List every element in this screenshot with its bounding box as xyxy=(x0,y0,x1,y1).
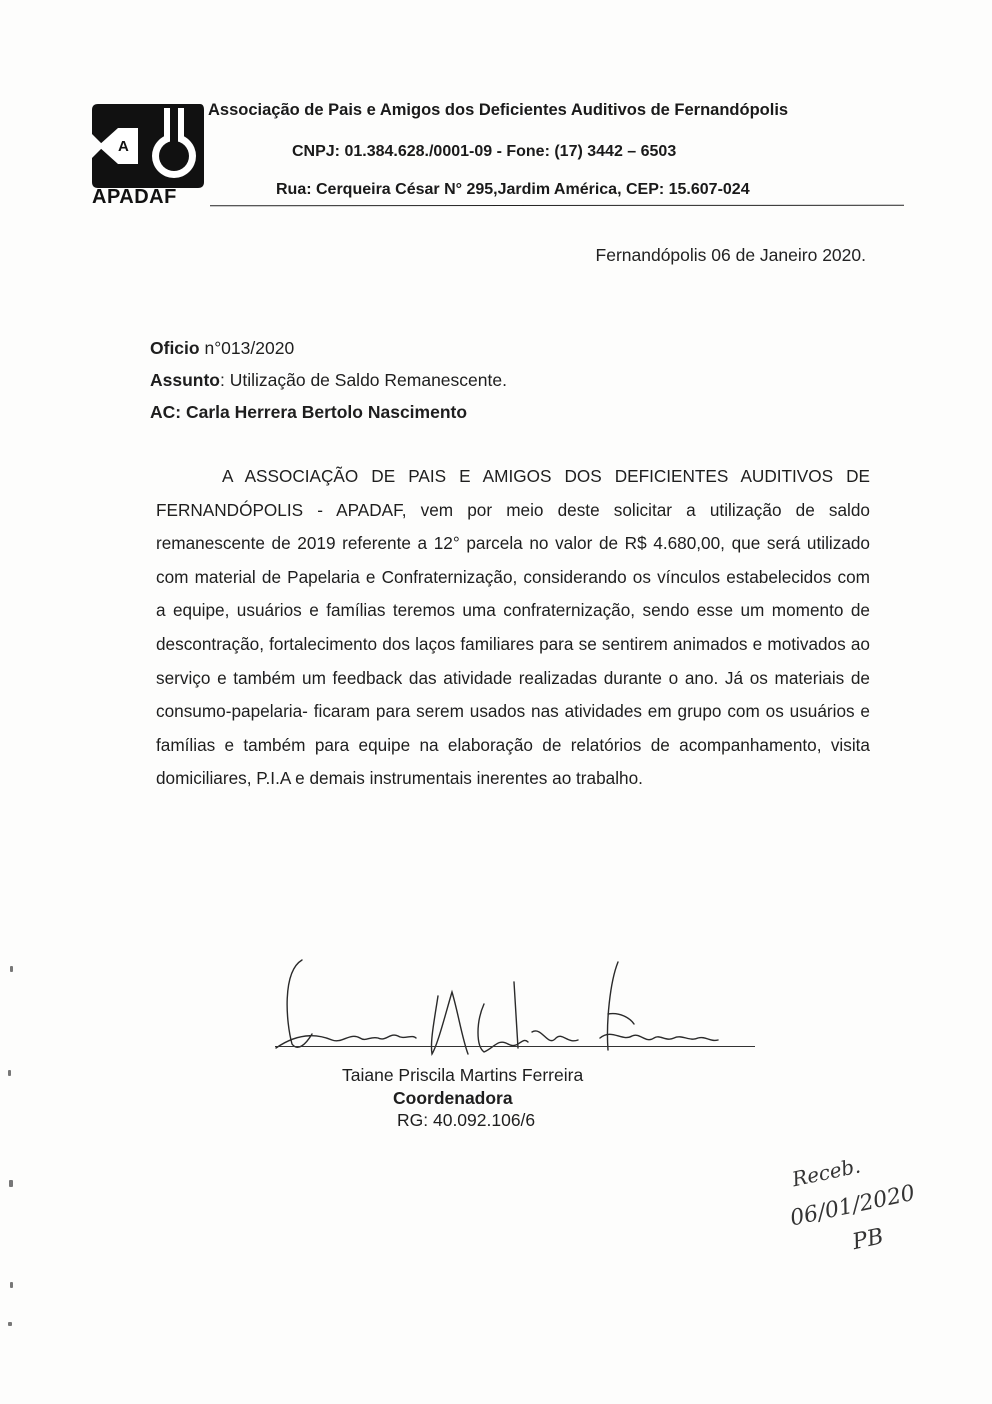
cnpj-phone: CNPJ: 01.384.628./0001-09 - Fone: (17) 3442 – 6503 xyxy=(292,143,677,160)
ac-recipient: AC: Carla Herrera Bertolo Nascimento xyxy=(150,402,468,422)
assunto-label: Assunto xyxy=(150,370,220,390)
letter-body: A ASSOCIAÇÃO DE PAIS E AMIGOS DOS DEFICIENTES AUDITIVOS DE FERNANDÓPOLIS - APADAF, vem por meio deste solicitar a utilização de saldo remanescente de 2019 referente a 12° parcela no valor de R$ 4.680,00, que será utilizado com material de Papelaria e Confraternização, considerando os vínculos estabelecidos com a equipe, usuários e famílias teremos uma confraternização, sendo esse um momento de descontração, fortalecimento dos laços familiares para se sentirem animados e motivados ao serviço e também um feedback das atividade realizadas durante o ano. Já os materiais de consumo-papelaria- ficaram para serem usados nas atividades em grupo com os usuários e famílias e também para equipe na elaboração de relatórios de acompanhamento, visita domiciliares, P.I.A e demais instrumentais inerentes ao trabalho. xyxy=(156,466,870,789)
oficio-reference xyxy=(150,338,294,359)
svg-text:A: A xyxy=(118,138,129,155)
logo-text: APADAF xyxy=(92,186,177,208)
scan-speck xyxy=(9,1180,13,1187)
oficio-value: n°013/2020 xyxy=(199,338,295,358)
note-initials: PB xyxy=(850,1224,886,1256)
handwritten-receipt-note xyxy=(780,1140,930,1260)
note-received: Receb. xyxy=(789,1153,863,1192)
handwritten-signature xyxy=(262,952,762,1072)
scan-speck xyxy=(10,966,13,972)
scan-speck xyxy=(8,1070,11,1076)
signature-line xyxy=(275,1046,755,1047)
letter-date: Fernandópolis 06 de Janeiro 2020. xyxy=(595,245,866,265)
note-date: 06/01/2020 xyxy=(788,1180,918,1232)
signer-role: Coordenadora xyxy=(393,1088,513,1108)
assunto-reference xyxy=(150,370,507,391)
oficio-label: Oficio xyxy=(150,338,200,358)
scan-speck xyxy=(8,1322,12,1326)
header-divider xyxy=(210,205,904,207)
signer-name: Taiane Priscila Martins Ferreira xyxy=(342,1065,584,1085)
signer-rg: RG: 40.092.106/6 xyxy=(397,1110,536,1130)
scan-speck xyxy=(10,1282,13,1288)
address: Rua: Cerqueira César N° 295,Jardim América, CEP: 15.607-024 xyxy=(276,181,750,198)
logo-emblem-icon xyxy=(88,102,206,190)
assunto-value: : Utilização de Saldo Remanescente. xyxy=(220,370,507,390)
organization-name: Associação de Pais e Amigos dos Deficientes Auditivos de Fernandópolis xyxy=(208,101,789,119)
